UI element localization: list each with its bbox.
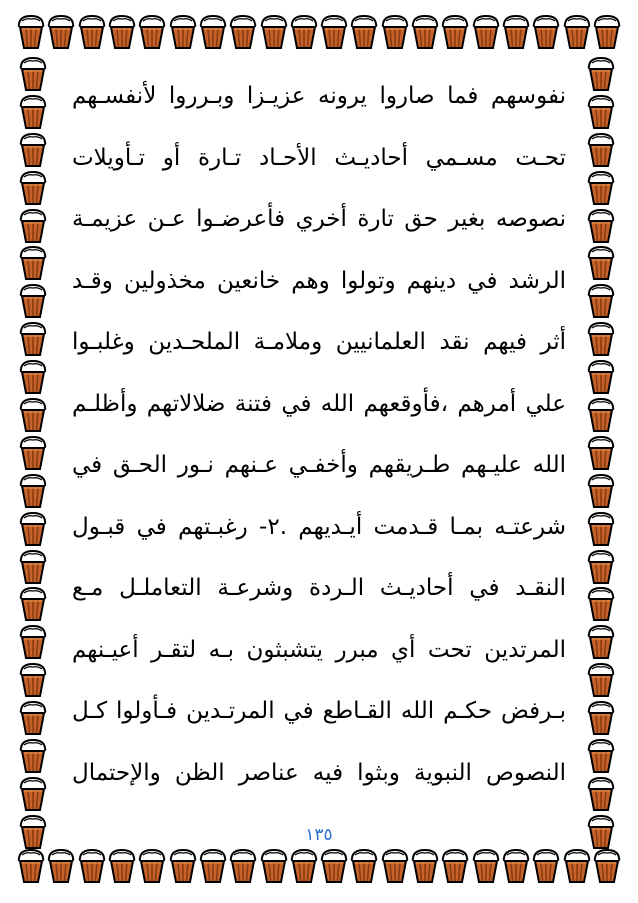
cupcake-icon <box>471 848 501 884</box>
cupcake-icon <box>18 56 48 92</box>
cupcake-icon <box>16 848 46 884</box>
cupcake-icon <box>18 359 48 395</box>
cupcake-icon <box>531 14 561 50</box>
cupcake-icon <box>228 848 258 884</box>
text-line: المرتدين تحت أي مبرر يتشبثون بـه لتقـر أعيـنهم <box>72 636 566 663</box>
cupcake-icon <box>18 776 48 812</box>
cupcake-icon <box>77 848 107 884</box>
text-line: الرشد في دينهم وتولوا وهم خانعين مخذولين وقـد <box>72 267 566 294</box>
cupcake-icon <box>198 14 228 50</box>
cupcake-icon <box>319 14 349 50</box>
cupcake-icon <box>586 700 616 736</box>
cupcake-icon <box>18 586 48 622</box>
decorative-border-bottom <box>16 848 622 886</box>
cupcake-icon <box>410 14 440 50</box>
cupcake-icon <box>289 14 319 50</box>
cupcake-icon <box>18 132 48 168</box>
text-line: نفوسهم فما صاروا يرونه عزيـزا وبـرروا لأنفسـهم <box>72 83 566 109</box>
cupcake-icon <box>586 624 616 660</box>
cupcake-icon <box>586 473 616 509</box>
cupcake-icon <box>440 848 470 884</box>
cupcake-icon <box>18 208 48 244</box>
cupcake-icon <box>586 245 616 281</box>
cupcake-icon <box>18 321 48 357</box>
cupcake-icon <box>349 848 379 884</box>
cupcake-icon <box>137 14 167 50</box>
cupcake-icon <box>18 549 48 585</box>
cupcake-icon <box>107 14 137 50</box>
decorative-border-right <box>586 56 624 850</box>
cupcake-icon <box>18 738 48 774</box>
cupcake-icon <box>586 397 616 433</box>
cupcake-icon <box>77 14 107 50</box>
cupcake-icon <box>586 208 616 244</box>
cupcake-icon <box>501 848 531 884</box>
cupcake-icon <box>18 94 48 130</box>
decorative-border-left <box>18 56 56 850</box>
cupcake-icon <box>586 170 616 206</box>
cupcake-icon <box>586 586 616 622</box>
cupcake-icon <box>18 662 48 698</box>
cupcake-icon <box>168 848 198 884</box>
cupcake-icon <box>18 245 48 281</box>
cupcake-icon <box>562 848 592 884</box>
cupcake-icon <box>198 848 228 884</box>
text-line: علي أمرهم ،فأوقعهم الله في فتنة ضلالاتهم وأظلـم <box>72 390 566 417</box>
cupcake-icon <box>586 738 616 774</box>
text-line: أثر فيهم نقد العلمانيين وملامـة الملحـدين وغلبـوا <box>72 329 566 355</box>
cupcake-icon <box>18 397 48 433</box>
cupcake-icon <box>586 56 616 92</box>
cupcake-icon <box>18 435 48 471</box>
cupcake-icon <box>586 662 616 698</box>
text-line: تحـت مسـمي أحاديـث الأحـاد تـارة أو تـأويلات <box>72 144 566 171</box>
cupcake-icon <box>46 14 76 50</box>
cupcake-icon <box>410 848 440 884</box>
text-line: النصوص النبوية وبثوا فيه عناصر الظن والإحتمال <box>72 759 566 786</box>
cupcake-icon <box>440 14 470 50</box>
cupcake-icon <box>289 848 319 884</box>
text-line: شرعتـه بمـا قـدمت أيـديهم .٢- رغبـتهم في قبـول <box>72 513 566 540</box>
cupcake-icon <box>586 132 616 168</box>
cupcake-icon <box>18 700 48 736</box>
cupcake-icon <box>18 511 48 547</box>
cupcake-icon <box>168 14 198 50</box>
cupcake-icon <box>18 283 48 319</box>
page-number: ١٣٥ <box>305 825 333 845</box>
cupcake-icon <box>586 359 616 395</box>
cupcake-icon <box>228 14 258 50</box>
cupcake-icon <box>586 549 616 585</box>
cupcake-icon <box>531 848 561 884</box>
text-line: النقـد في أحاديـث الـردة وشرعـة التعاملـل مـع <box>72 575 566 601</box>
cupcake-icon <box>16 14 46 50</box>
cupcake-icon <box>349 14 379 50</box>
cupcake-icon <box>137 848 167 884</box>
text-line: نصوصه بغير حق تارة أخري فأعرضـوا عـن عزيمـة <box>72 206 566 232</box>
cupcake-icon <box>586 283 616 319</box>
cupcake-icon <box>107 848 137 884</box>
cupcake-icon <box>259 14 289 50</box>
cupcake-icon <box>586 776 616 812</box>
cupcake-icon <box>380 14 410 50</box>
text-line: بـرفض حكـم الله القـاطع في المرتـدين فـأولوا كـل <box>72 698 566 724</box>
cupcake-icon <box>380 848 410 884</box>
decorative-border-top <box>16 14 622 52</box>
cupcake-icon <box>259 848 289 884</box>
cupcake-icon <box>592 14 622 50</box>
cupcake-icon <box>46 848 76 884</box>
cupcake-icon <box>18 624 48 660</box>
cupcake-icon <box>471 14 501 50</box>
text-line: الله عليـهم طـريقهم وأخفـي عـنهم نـور الحـق في <box>72 452 566 478</box>
cupcake-icon <box>562 14 592 50</box>
cupcake-icon <box>18 473 48 509</box>
body-text <box>72 66 566 804</box>
cupcake-icon <box>586 321 616 357</box>
cupcake-icon <box>501 14 531 50</box>
cupcake-icon <box>319 848 349 884</box>
cupcake-icon <box>18 170 48 206</box>
cupcake-icon <box>586 435 616 471</box>
cupcake-icon <box>592 848 622 884</box>
cupcake-icon <box>586 511 616 547</box>
cupcake-icon <box>586 94 616 130</box>
